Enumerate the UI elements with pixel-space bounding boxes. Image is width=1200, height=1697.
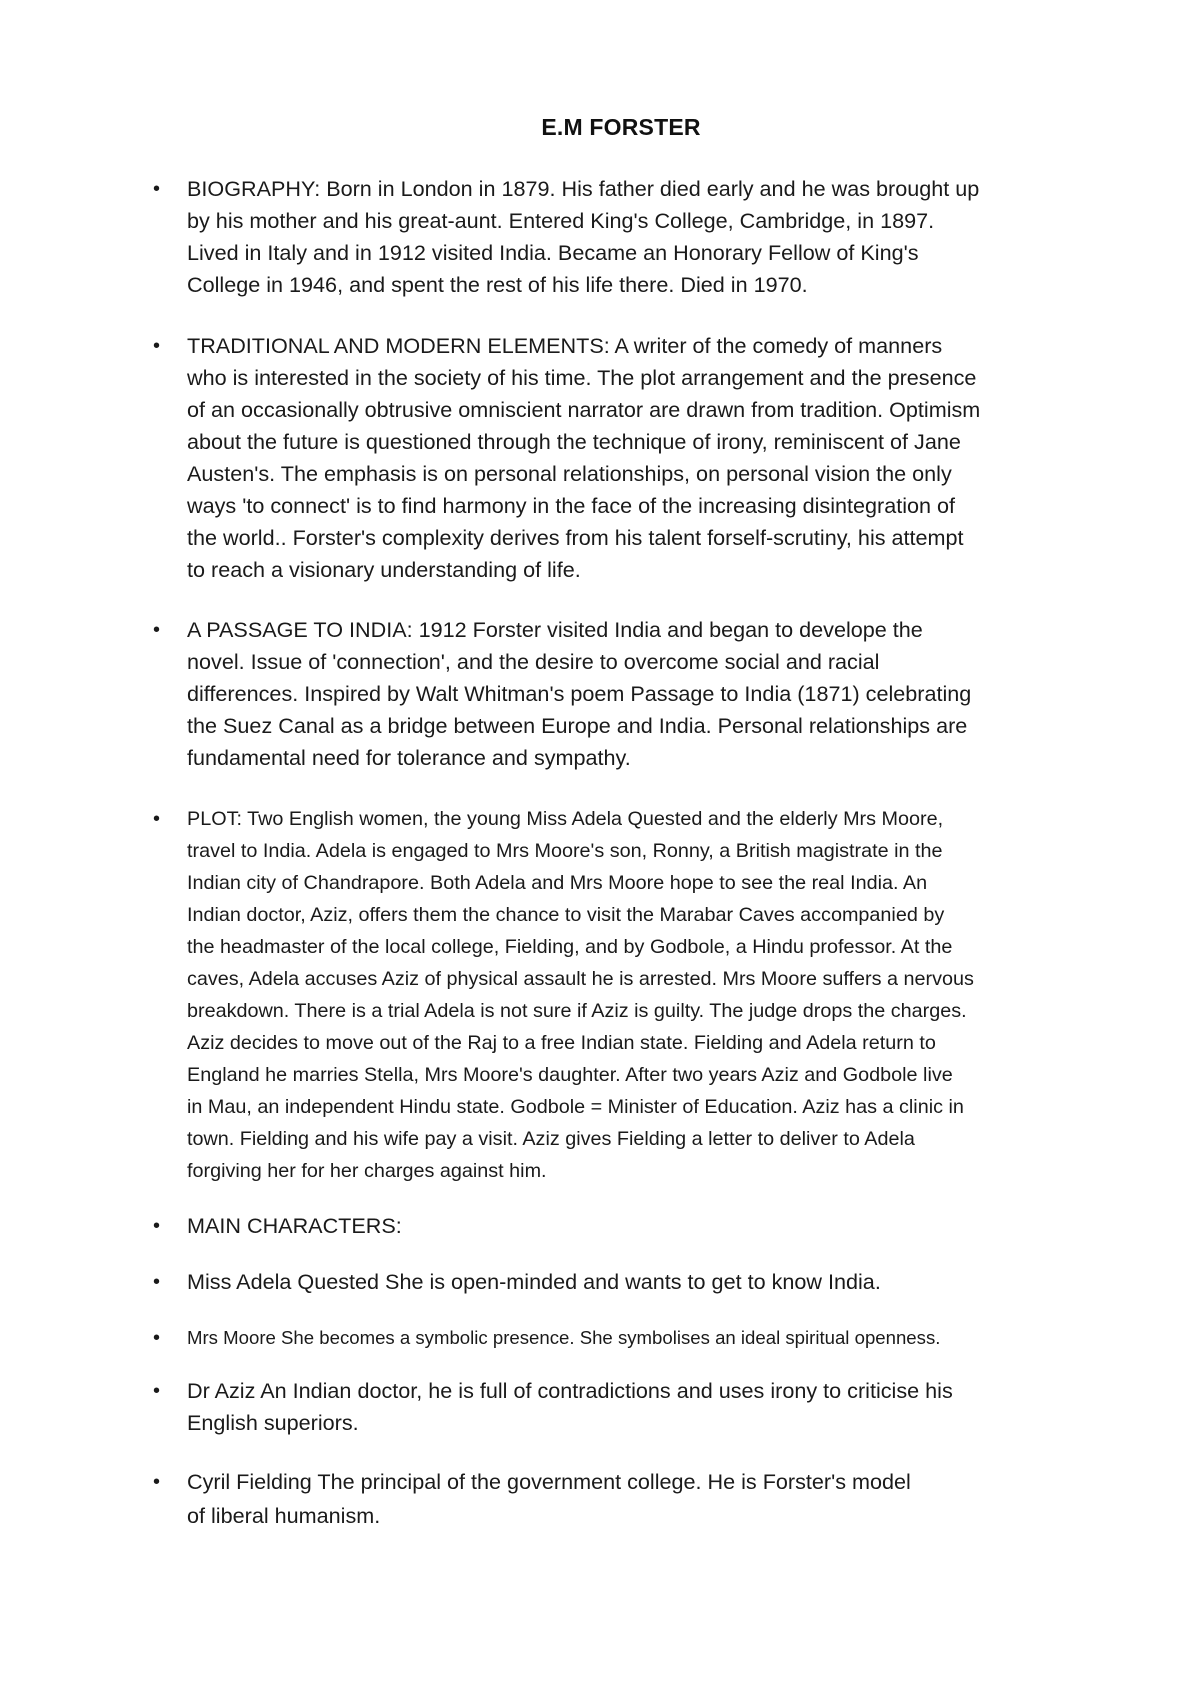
mrs-moore-text: Mrs Moore She becomes a symbolic presence. She symbolises an ideal spiritual openness.: [187, 1327, 941, 1348]
dr-aziz-text: Dr Aziz An Indian doctor, he is full of contradictions and uses irony to criticise his English superiors.: [187, 1378, 953, 1435]
list-item-plot: [153, 803, 1093, 1187]
bullet-icon: •: [153, 1471, 161, 1493]
list-item-mrs-moore: [153, 1323, 1093, 1353]
page-title: E.M FORSTER: [541, 114, 701, 140]
list-item-adela-quested: [153, 1266, 1093, 1298]
bullet-icon: •: [153, 178, 161, 200]
biography-text: BIOGRAPHY: Born in London in 1879. His father died early and he was brought up by his mother and his great-aunt. Entered King's College, Cambridge, in 1897. Lived in Italy and in 1912 visited India. Became an Honorary Fellow of King's College in 1946, and spent the rest of his life there. Died in 1970.: [187, 176, 980, 297]
plot-text: PLOT: Two English women, the young Miss Adela Quested and the elderly Mrs Moore, travel to India. Adela is engaged to Mrs Moore's son, Ronny, a British magistrate in the Indian city of Chandrapore. Both Adela and Mrs Moore hope to see the real India. An Indian doctor, Aziz, offers them the chance to visit the Marabar Caves accompanied by the headmaster of the local college, Fielding, and by Godbole, a Hindu professor. At the caves, Adela accuses Aziz of physical assault he is arrested. Mrs Moore suffers a nervous breakdown. There is a trial Adela is not sure if Aziz is guilty. The judge drops the charges. Aziz decides to move out of the Raj to a free Indian state. Fielding and Adela return to England he marries Stella, Mrs Moore's daughter. After two years Aziz and Godbole live in Mau, an independent Hindu state. Godbole = Minister of Education. Aziz has a clinic in town. Fielding and his wife pay a visit. Aziz gives Fielding a letter to deliver to Adela forgiving her for her charges against him.: [187, 808, 974, 1182]
traditional-modern-text: TRADITIONAL AND MODERN ELEMENTS: A writer of the comedy of manners who is interested in the society of his time. The plot arrangement and the presence of an occasionally obtrusive omniscient narrator are drawn from tradition. Optimism about the future is questioned through the technique of irony, reminiscent of Jane Austen's. The emphasis is on personal relationships, on personal vision the only ways 'to connect' is to find harmony in the face of the increasing disintegration of the world.. Forster's complexity derives from his talent forself-scrutiny, his attempt to reach a visionary understanding of life.: [187, 333, 981, 582]
list-item-main-characters: [153, 1210, 1093, 1242]
list-item-traditional-modern: [153, 330, 1093, 586]
main-characters-heading: MAIN CHARACTERS:: [187, 1213, 402, 1238]
bullet-icon: •: [153, 1327, 161, 1349]
bullet-icon: •: [153, 619, 161, 641]
list-item-passage-to-india: [153, 614, 1093, 774]
bullet-icon: •: [153, 1380, 161, 1402]
bullet-icon: •: [153, 808, 161, 830]
bullet-icon: •: [153, 335, 161, 357]
cyril-fielding-text: Cyril Fielding The principal of the government college. He is Forster's model of liberal humanism.: [187, 1469, 911, 1528]
list-item-dr-aziz: [153, 1375, 1093, 1439]
adela-quested-text: Miss Adela Quested She is open-minded and wants to get to know India.: [187, 1269, 881, 1294]
list-item-biography: [153, 173, 1093, 301]
bullet-icon: •: [153, 1271, 161, 1293]
passage-to-india-text: A PASSAGE TO INDIA: 1912 Forster visited India and began to develope the novel. Issue of 'connection', and the desire to overcome social and racial differences. Inspired by Walt Whitman's poem Passage to India (1871) celebrating the Suez Canal as a bridge between Europe and India. Personal relationships are fundamental need for tolerance and sympathy.: [187, 617, 972, 770]
list-item-cyril-fielding: [153, 1465, 1093, 1533]
bullet-icon: •: [153, 1215, 161, 1237]
